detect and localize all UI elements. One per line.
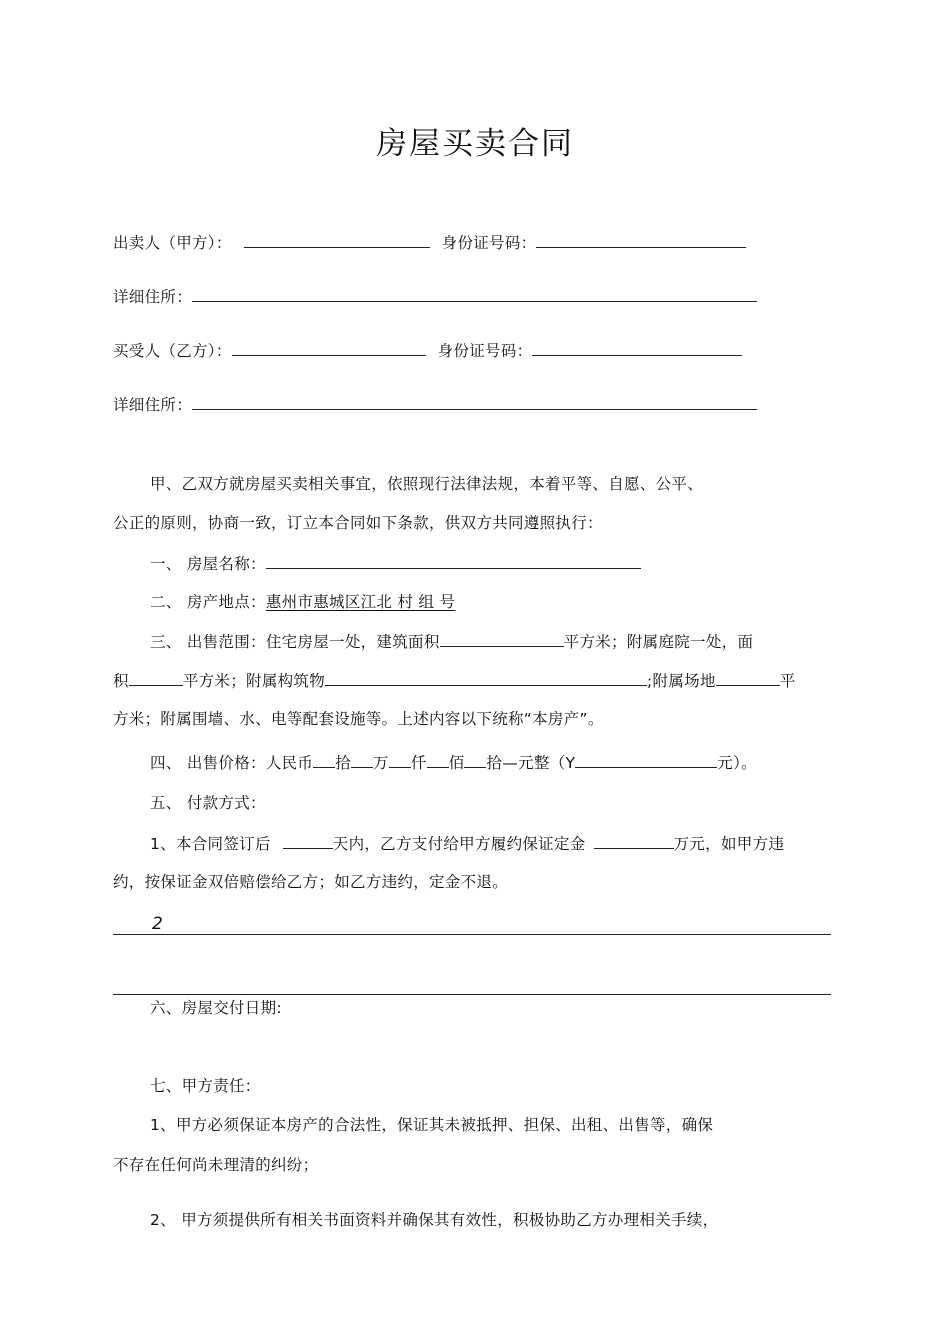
- buyer-id-label: 身份证号码：: [437, 342, 533, 360]
- seller-address-line: [113, 286, 757, 307]
- clause-scope-line-3: 方米；附属围墙、水、电等配套设施等。上述内容以下统称“本房产”。: [113, 710, 604, 728]
- party-a-duty-1-line-1: 1、甲方必须保证本房产的合法性，保证其未被抵押、担保、出租、出售等，确保: [150, 1116, 714, 1134]
- clause-location: [150, 592, 455, 612]
- location-value: 惠州市惠城区江北 村 组 号: [265, 593, 456, 611]
- intro-line-2: 公正的原则，协商一致，订立本合同如下条款，供双方共同遵照执行：: [113, 514, 603, 532]
- price-total-field[interactable]: [575, 752, 717, 768]
- party-a-duty-1-line-2: 不存在任何尚未理清的纠纷；: [113, 1156, 319, 1174]
- payment-days-field[interactable]: [283, 833, 333, 849]
- seller-id-label: 身份证号码：: [441, 234, 537, 252]
- scope-text-e: ;附属场地: [647, 672, 716, 690]
- intro-line-1: 甲、乙双方就房屋买卖相关事宜，依照现行法律法规，本着平等、自愿、公平、: [150, 475, 704, 493]
- payment-text-b: 天内，乙方支付给甲方履约保证定金: [332, 835, 586, 853]
- document-title: 房屋买卖合同: [376, 126, 574, 162]
- payment-text-a: 1、本合同签订后: [150, 835, 271, 853]
- buyer-id-field[interactable]: [532, 340, 742, 356]
- clause-scope-line-1: [150, 631, 753, 652]
- scope-text-b: 平方米；附属庭院一处，面: [563, 633, 754, 651]
- price-field-2[interactable]: [351, 752, 373, 768]
- buyer-line: [113, 340, 742, 361]
- seller-address-field[interactable]: [192, 286, 757, 302]
- scope-text-c: 积: [113, 672, 129, 690]
- price-field-3[interactable]: [389, 752, 411, 768]
- page-divider-top: [113, 934, 831, 935]
- party-a-duties-heading: 七、甲方责任：: [150, 1077, 261, 1095]
- clause-price: [150, 752, 757, 773]
- payment-heading: 五、 付款方式：: [150, 794, 266, 812]
- price-text-e: 佰: [448, 754, 465, 772]
- location-label: 二、 房产地点：: [150, 593, 266, 611]
- seller-line: [113, 232, 746, 253]
- buyer-address-line: [113, 394, 757, 415]
- payment-line-1: [150, 833, 784, 854]
- payment-line-2: 约，按保证金双倍赔偿给乙方；如乙方违约，定金不退。: [113, 873, 509, 891]
- buyer-label: 买受人（乙方）：: [113, 342, 232, 360]
- house-name-field[interactable]: [266, 553, 641, 569]
- buyer-address-label: 详细住所：: [113, 396, 193, 414]
- site-area-field[interactable]: [716, 670, 780, 686]
- house-name-label: 一、 房屋名称：: [150, 555, 266, 573]
- structures-field[interactable]: [325, 670, 647, 686]
- seller-label: 出卖人（甲方）：: [113, 234, 232, 252]
- price-text-a: 四、 出售价格：人民币: [150, 754, 314, 772]
- delivery-date-heading: 六、房屋交付日期:: [150, 999, 282, 1017]
- scope-text-f: 平: [779, 672, 796, 690]
- deposit-amount-field[interactable]: [594, 833, 674, 849]
- buyer-name-field[interactable]: [232, 340, 426, 356]
- price-field-4[interactable]: [427, 752, 449, 768]
- price-field-1[interactable]: [313, 752, 335, 768]
- clause-house-name: [150, 553, 641, 574]
- courtyard-area-field[interactable]: [129, 670, 183, 686]
- seller-id-field[interactable]: [536, 232, 746, 248]
- price-text-g: 元）。: [717, 754, 757, 772]
- page-number: 2: [152, 914, 163, 934]
- price-text-c: 万: [373, 754, 389, 772]
- seller-address-label: 详细住所：: [113, 288, 193, 306]
- scope-text-d: 平方米；附属构筑物: [182, 672, 326, 690]
- clause-scope-line-2: [113, 670, 796, 691]
- scope-text-a: 三、 出售范围：住宅房屋一处，建筑面积: [150, 633, 440, 651]
- price-text-b: 拾: [335, 754, 352, 772]
- building-area-field[interactable]: [440, 631, 564, 647]
- price-text-d: 仟: [410, 754, 427, 772]
- buyer-address-field[interactable]: [192, 394, 757, 410]
- page-divider-bottom: [113, 994, 831, 995]
- payment-text-c: 万元，如甲方违: [673, 835, 785, 853]
- price-text-f: 拾—元整（Y: [486, 754, 576, 772]
- seller-name-field[interactable]: [244, 232, 430, 248]
- price-field-5[interactable]: [464, 752, 486, 768]
- party-a-duty-2: 2、 甲方须提供所有相关书面资料并确保其有效性，积极协助乙方办理相关手续，: [150, 1211, 719, 1229]
